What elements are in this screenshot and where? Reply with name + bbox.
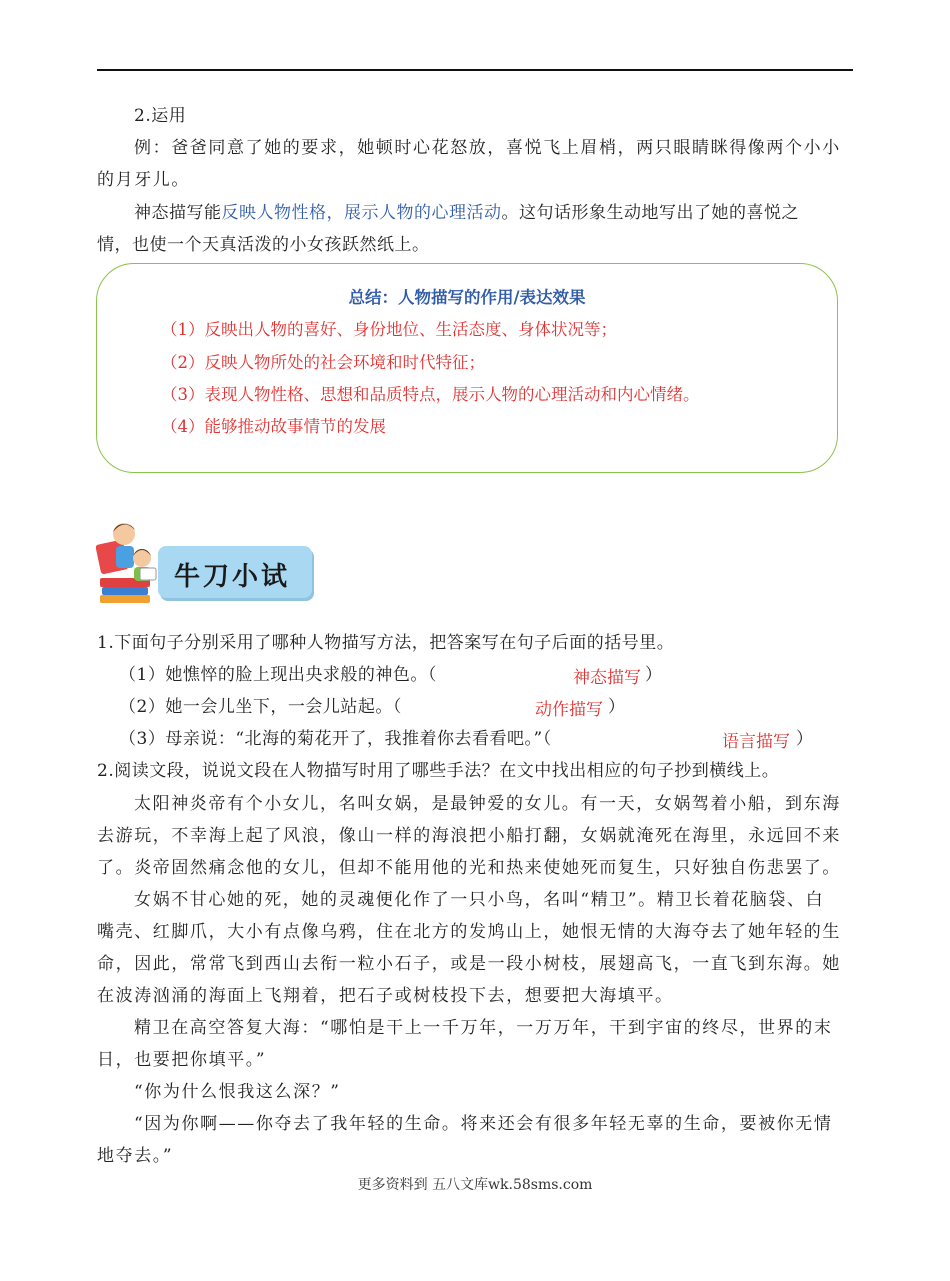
- summary-item-4: （4）能够推动故事情节的发展: [161, 417, 386, 436]
- q1-close-1: ）: [645, 665, 663, 685]
- summary-title: 总结：人物描写的作用/表达效果: [348, 288, 586, 307]
- q1-item-1: （1）她憔悴的脸上现出央求般的神色。（: [119, 665, 437, 685]
- passage-line: 日，也要把你填平。”: [97, 1050, 267, 1070]
- summary-box: [96, 263, 838, 473]
- passage-line: 精卫在高空答复大海：“哪怕是干上一千万年，一万万年，干到宇宙的终尽，世界的末: [134, 1018, 833, 1038]
- q1-close-3: ）: [796, 729, 814, 749]
- passage-line: 女娲不甘心她的死，她的灵魂便化作了一只小鸟，名叫“精卫”。精卫长着花脑袋、白: [134, 890, 825, 910]
- analysis-line-2: 情，也使一个天真活泼的小女孩跃然纸上。: [97, 235, 430, 255]
- example-line-1: 例：爸爸同意了她的要求，她顿时心花怒放，喜悦飞上眉梢，两只眼睛眯得像两个小小: [134, 138, 841, 158]
- practice-banner: [96, 518, 316, 610]
- passage-line: 了。炎帝固然痛念他的女儿，但却不能用他的光和热来使她死而复生，只好独自伤悲罢了。: [97, 858, 841, 878]
- q1-close-2: ）: [608, 697, 626, 717]
- passage-line: “因为你啊——你夺去了我年轻的生命。将来还会有很多年轻无辜的生命，要被你无情: [134, 1114, 833, 1134]
- q1-answer-3: 语言描写: [722, 732, 790, 752]
- q1-answer-1: 神态描写: [573, 668, 641, 688]
- q1-prompt: 1.下面句子分别采用了哪种人物描写方法，把答案写在句子后面的括号里。: [97, 633, 675, 653]
- q1-item-2: （2）她一会儿坐下，一会儿站起。（: [119, 697, 402, 717]
- passage-line: 命，因此，常常飞到西山去衔一粒小石子，或是一段小树枝，展翅高飞，一直飞到东海。她: [97, 954, 841, 974]
- footer-text: 更多资料到 五八文库wk.58sms.com: [357, 1177, 593, 1193]
- passage-line: 去游玩，不幸海上起了风浪，像山一样的海浪把小船打翻，女娲就淹死在海里，永远回不来: [97, 826, 841, 846]
- passage-line: 太阳神炎帝有个小女儿，名叫女娲，是最钟爱的女儿。有一天，女娲驾着小船，到东海: [134, 794, 841, 814]
- q1-item-3: （3）母亲说：“北海的菊花开了，我推着你去看看吧。”（: [119, 729, 552, 749]
- passage-line: 嘴壳、红脚爪，大小有点像乌鸦，住在北方的发鸠山上，她恨无情的大海夺去了她年轻的生: [97, 922, 841, 942]
- analysis-highlight: 反映人物性格，展示人物的心理活动: [221, 203, 502, 223]
- q2-prompt: 2.阅读文段，说说文段在人物描写时用了哪些手法？在文中找出相应的句子抄到横线上。: [97, 761, 780, 781]
- summary-item-2: （2）反映人物所处的社会环境和时代特征；: [161, 353, 485, 372]
- passage-line: 地夺去。”: [97, 1146, 174, 1166]
- header-rule: [97, 69, 853, 71]
- analysis-prefix: 神态描写能: [134, 203, 222, 223]
- summary-item-1: （1）反映出人物的喜好、身份地位、生活态度、身体状况等；: [161, 320, 617, 339]
- section-heading: 2.运用: [134, 106, 187, 126]
- banner-title: 牛刀小试: [174, 562, 291, 592]
- q1-answer-2: 动作描写: [535, 700, 603, 720]
- passage-line: 在波涛汹涌的海面上飞翔着，把石子或树枝投下去，想要把大海填平。: [97, 986, 674, 1006]
- summary-item-3: （3）表现人物性格、思想和品质特点，展示人物的心理活动和内心情绪。: [161, 385, 700, 404]
- analysis-line-1: [134, 201, 799, 225]
- passage-line: “你为什么恨我这么深？”: [134, 1082, 341, 1102]
- example-line-2: 的月牙儿。: [97, 170, 190, 190]
- analysis-suffix: 。这句话形象生动地写出了她的喜悦之: [501, 203, 799, 223]
